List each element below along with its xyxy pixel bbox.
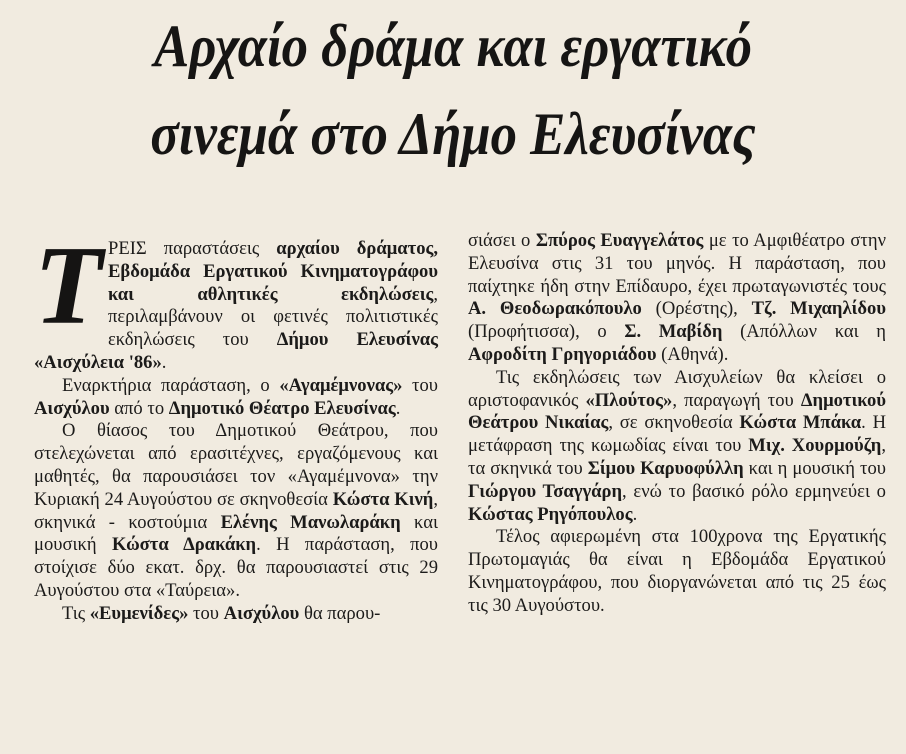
bold-text: Αισχύλου [223, 602, 300, 624]
bold-text: Δημοτικού Θεάτρου Νικαίας [468, 389, 886, 434]
text-run: , τα σκηνικά του [468, 435, 886, 479]
text-run: (Προφήτισσα), ο [468, 321, 625, 343]
text-run: , παραγωγή του [672, 389, 801, 411]
text-run: . [161, 351, 167, 373]
bold-text: Κώστα Δρακάκη [111, 534, 257, 556]
article-column-left [34, 224, 438, 626]
text-run: Τις εκδηλώσεις των Αισχυλείων θα κλείσει ο αριστοφανικός [468, 366, 886, 411]
text-run: Ο θίασος του Δημοτικού Θεάτρου, που στελεχώνεται από ερασιτέχνες, εργαζόμενους και μαθητές, θα παρουσιάσει τον «Αγαμέμνονα» την Κυριακή 24 Αυγούστου σε σκηνοθεσία [34, 420, 438, 510]
drop-cap: Τ [34, 224, 103, 348]
text-run: , σε σκηνοθεσία [608, 412, 740, 434]
bold-text: «Πλούτος» [585, 389, 673, 411]
right-paragraph [468, 526, 886, 617]
text-run: . Η μετάφραση της κωμωδίας είναι του [468, 412, 886, 457]
text-run: Τέλος αφιερωμένη στα 100χρονα της Εργατικής Πρωτομαγιάς θα είναι η Εβδομάδα Εργατικού Κινηματογράφου, που διοργανώνεται από τις 25 έως τις 30 Αυγούστου. [468, 526, 886, 616]
text-run: θα παρου- [299, 602, 381, 624]
bold-text: Τζ. Μιχαηλίδου [751, 298, 886, 320]
text-run: , περιλαμβάνουν οι φετινές πολιτιστικές εκδηλώσεις του [108, 283, 438, 351]
text-run: από το [109, 397, 169, 419]
bold-text: αρχαίου δράματος, Εβδομάδα Εργατικού Κινηματογράφου και αθλητικές εκδηλώσεις [108, 238, 438, 305]
right-paragraph [468, 230, 886, 367]
right-paragraphs [468, 230, 886, 618]
bold-text: Δημοτικό Θέατρο Ελευσίνας [168, 397, 396, 419]
bold-text: Σ. Μαβίδη [624, 321, 723, 343]
text-run: σιάσει ο [468, 230, 536, 251]
text-run: και μουσική [34, 511, 438, 556]
text-run: του [402, 374, 438, 396]
bold-text: Σπύρος Ευαγγελάτος [535, 230, 704, 251]
left-paragraph [34, 603, 438, 626]
text-run: (Αθηνά). [656, 343, 729, 365]
bold-text: «Αγαμέμνονας» [279, 374, 403, 396]
left-paragraph [34, 420, 438, 602]
right-paragraph [468, 367, 886, 527]
text-run: Εναρκτήρια παράσταση, ο [62, 374, 280, 396]
bold-text: «Ευμενίδες» [89, 602, 189, 624]
text-run: ΡΕΙΣ παραστάσεις [108, 238, 277, 259]
bold-text: Κώστα Μπάκα [739, 412, 862, 434]
text-run: . [395, 397, 401, 419]
bold-text: Σίμου Καρυοφύλλη [587, 457, 744, 479]
bold-text: Αφροδίτη Γρηγοριάδου [468, 343, 657, 365]
text-run: και η μουσική του [743, 457, 886, 479]
left-paragraph [34, 375, 438, 421]
bold-text: Α. Θεοδωρακόπουλο [468, 298, 642, 320]
bold-text: Ελένης Μανωλαράκη [220, 511, 401, 533]
text-run: (Ορέστης), [641, 298, 752, 320]
text-run: , σκηνικά - κοστούμια [34, 488, 438, 533]
bold-text: Μιχ. Χουρμούζη [748, 435, 882, 457]
headline [54, 2, 851, 178]
text-run: με το Αμφιθέατρο στην Ελευσίνα στις 31 του μηνός. Η παράσταση, που παίχτηκε ήδη στην Επίδαυρο, έχει πρωταγωνιστές τους [468, 230, 886, 297]
text-run: του [188, 602, 224, 624]
text-run: , ενώ το βασικό ρόλο ερμηνεύει ο [622, 480, 886, 502]
bold-text: Κώστα Κινή [332, 488, 434, 510]
text-run: . Η παράσταση, που στοίχισε δύο εκατ. δρχ. θα παρουσιαστεί στις 29 Αυγούστου στα «Ταύρεια». [34, 534, 438, 601]
bold-text: Δήμου Ελευσίνας «Αισχύλεια '86» [34, 329, 438, 373]
headline-line-1: Αρχαίο δράμα και εργατικό [154, 13, 752, 79]
text-run: . [632, 503, 638, 525]
article-column-right [468, 230, 886, 618]
text-run: Τις [62, 602, 90, 624]
text-run: (Απόλλων και η [722, 321, 886, 343]
bold-text: Αισχύλου [34, 397, 110, 419]
bold-text: Κώστας Ρηγόπουλος [468, 503, 633, 525]
headline-line-2: σινεμά στο Δήμο Ελευσίνας [150, 101, 756, 167]
bold-text: Γιώργου Τσαγγάρη [468, 480, 623, 502]
